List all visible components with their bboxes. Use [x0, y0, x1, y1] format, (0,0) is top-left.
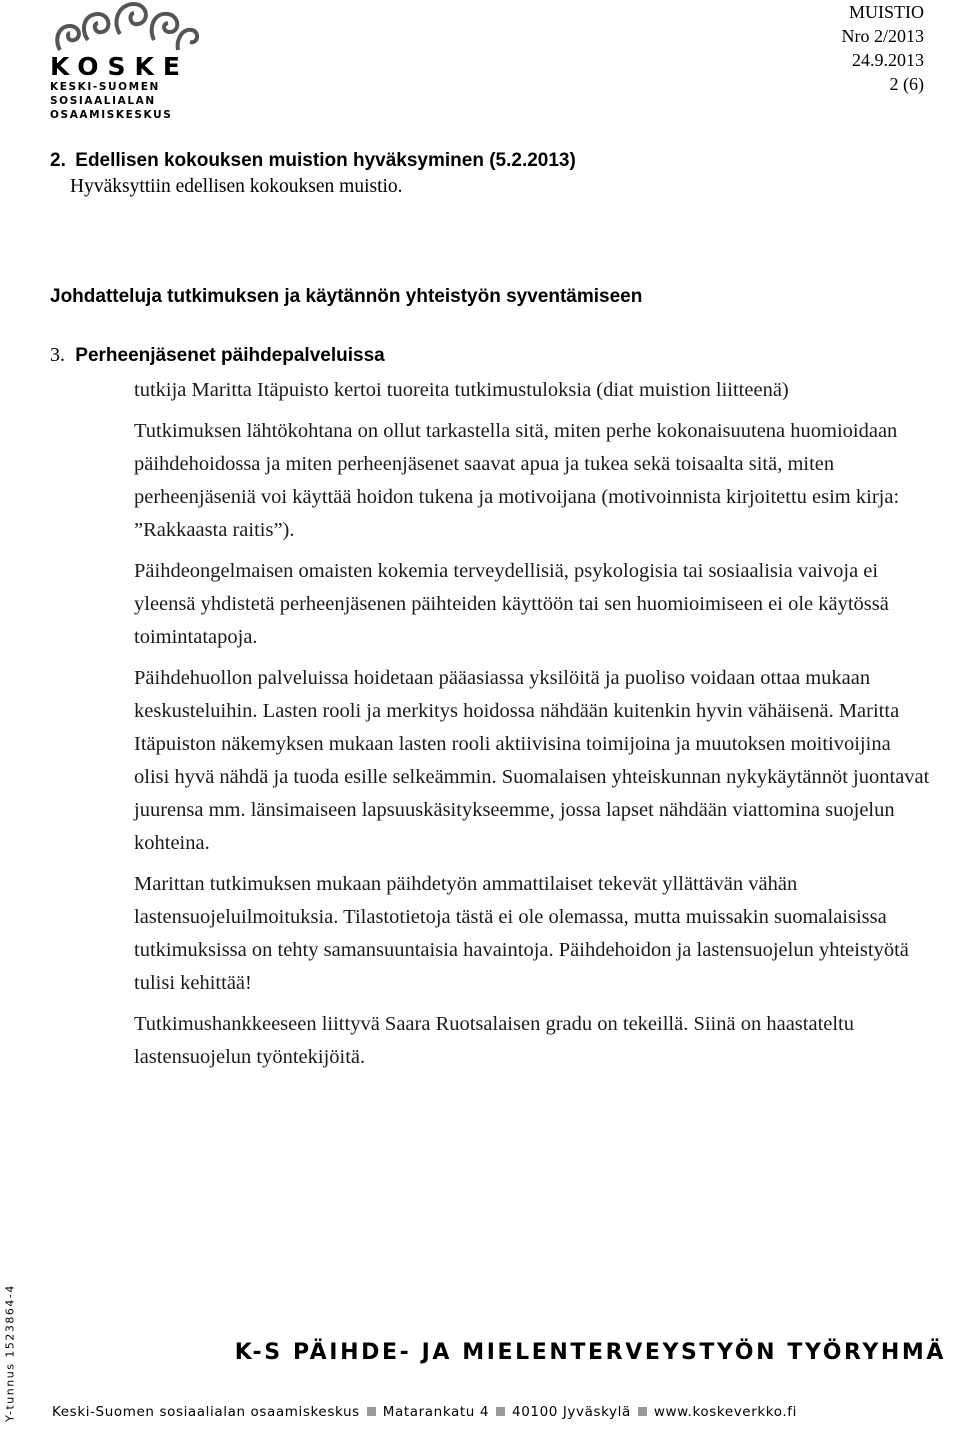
footer-contact — [52, 1404, 952, 1420]
item-3-title: Perheenjäsenet päihdepalveluissa — [75, 345, 385, 366]
logo-subtitle-3: OSAAMISKESKUS — [50, 109, 173, 121]
paragraph: Marittan tutkimuksen mukaan päihdetyön ammattilaiset tekevät yllättävän vähän lastensuojeluilmoituksia. Tilastotietoja tästä ei ole olemassa, mutta muissakin suomalaisissa tutkimuksissa on tehty samansuuntaisia havaintoja. Päihdehoidon ja lastensuojelun yhteistyötä tulisi kehittää! — [134, 873, 909, 994]
document-type: MUISTIO — [849, 2, 924, 22]
separator-square-icon — [496, 1407, 505, 1416]
footer-city: 40100 Jyväskylä — [512, 1404, 631, 1420]
item-2-title: Edellisen kokouksen muistion hyväksyminen (5.2.2013) — [75, 150, 576, 171]
vat-number-text: Y-tunnus 1523864-4 — [3, 1284, 17, 1422]
footer-org: Keski-Suomen sosiaalialan osaamiskeskus — [52, 1404, 360, 1420]
item-2-text: Hyväksyttiin edellisen kokouksen muistio. — [70, 176, 403, 197]
logo-name: KOSKE — [50, 52, 189, 81]
logo-subtitle-2: SOSIAALIALAN — [50, 95, 156, 107]
vat-number — [0, 1270, 20, 1436]
paragraph: Tutkimushankkeeseen liittyvä Saara Ruotsalaisen gradu on tekeillä. Siinä on haastateltu lastensuojelun työntekijöitä. — [134, 1013, 855, 1068]
item-2-heading — [50, 148, 576, 174]
item-3-number: 3. — [50, 344, 65, 366]
separator-square-icon — [638, 1407, 647, 1416]
spiral-ornament-icon — [50, 0, 200, 54]
separator-square-icon — [367, 1407, 376, 1416]
paragraph: Päihdeongelmaisen omaisten kokemia terveydellisiä, psykologisia tai sosiaalisia vaivoja ei yleensä yhdistetä perheenjäsenen päihteiden käyttöön tai sen huomioimiseen ei ole käytössä toimintatapoja. — [134, 560, 889, 648]
item-3-heading — [50, 342, 385, 369]
footer-address: Matarankatu 4 — [382, 1404, 490, 1420]
paragraph: tutkija Maritta Itäpuisto kertoi tuoreita tutkimustuloksia (diat muistion liitteenä) — [134, 379, 789, 401]
item-3-body — [134, 374, 930, 1082]
item-2-number: 2. — [50, 150, 66, 171]
logo-subtitle-1: KESKI-SUOMEN — [50, 81, 160, 93]
page-number: 2 (6) — [889, 74, 924, 94]
paragraph: Tutkimuksen lähtökohtana on ollut tarkastella sitä, miten perhe kokonaisuutena huomioidaan päihdehoidossa ja miten perheenjäsenet saavat apua ja tukea sekä toisaalta sitä, miten perheenjäseniä voi käyttää hoidon tukena ja motivoijana (motivoinnista kirjoitettu esim kirja: ”Rakkaasta raitis”). — [134, 420, 900, 541]
footer-website-link[interactable]: www.koskeverkko.fi — [653, 1404, 797, 1420]
document-meta — [842, 0, 925, 96]
document-number: Nro 2/2013 — [841, 26, 924, 46]
section-title: Johdatteluja tutkimuksen ja käytännön yhteistyön syventämiseen — [50, 286, 643, 307]
document-date: 24.9.2013 — [852, 50, 924, 70]
paragraph: Päihdehuollon palveluissa hoidetaan pääasiassa yksilöitä ja puoliso voidaan ottaa mukaan keskusteluihin. Lasten rooli ja merkitys hoidossa nähdään kuitenkin hyvin vähäisenä. Maritta Itäpuiston näkemyksen mukaan lasten rooli aktiivisina toimijoina ja muutoksen moitivoijina olisi hyvä nähdä ja tuoda esille selkeämmin. Suomalaisen yhteiskunnan nykykäytännöt juontavat juurensa mm. länsimaiseen lapsuuskäsitykseemme, jossa lapset nähdään viattomina suojelun kohteina. — [134, 667, 930, 854]
footer-title: K-S PÄIHDE- JA MIELENTERVEYSTYÖN TYÖRYHMÄ — [234, 1340, 946, 1365]
koske-logo — [50, 0, 210, 120]
